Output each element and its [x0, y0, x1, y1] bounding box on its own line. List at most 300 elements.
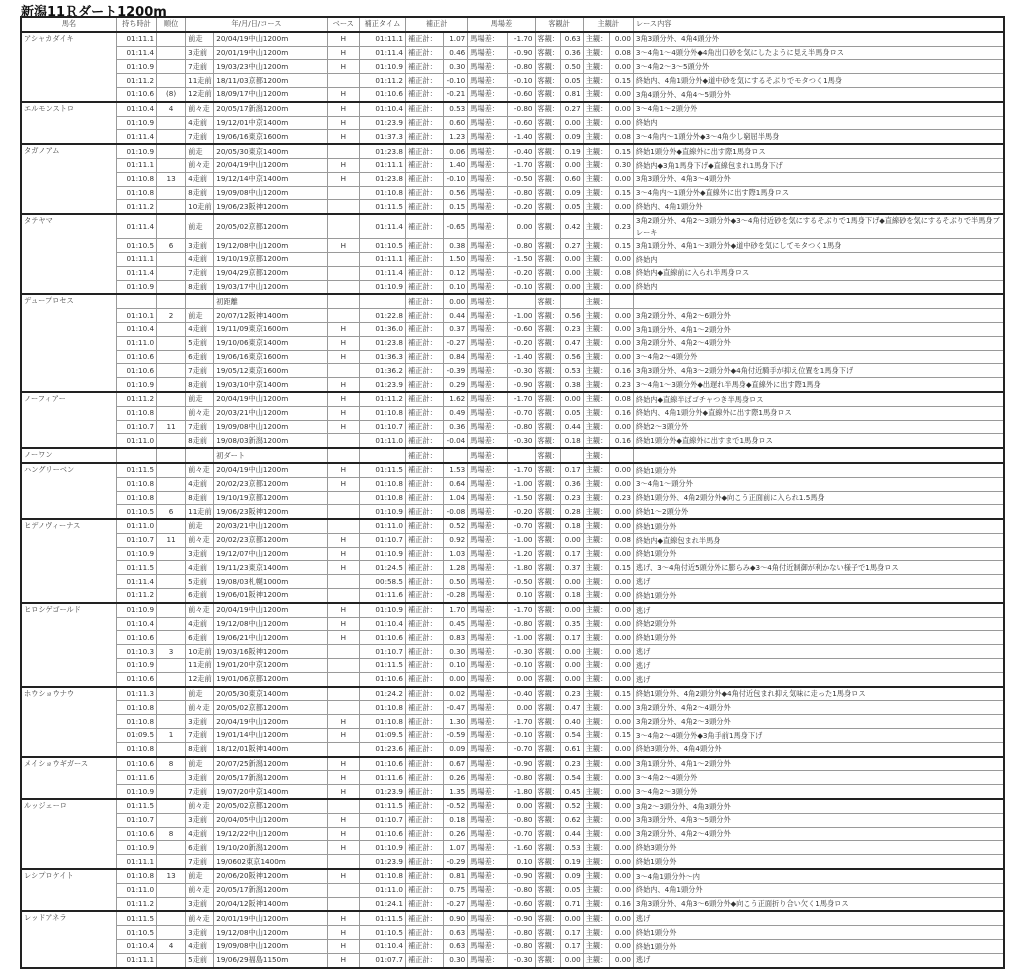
pace: [327, 280, 359, 294]
shukan-label: 主観：: [583, 60, 609, 74]
kyakkan-value: 0.23: [560, 491, 583, 505]
kyakkan-label: 客観：: [535, 186, 560, 200]
adjusted-time: 01:10.8: [359, 869, 405, 883]
race-description: 3角1頭分外、4角1～3頭分外◆道中砂を気にしてモタつく1馬身: [633, 239, 1004, 253]
baba-label: 馬場差：: [468, 280, 508, 294]
shukan-label: 主観：: [583, 926, 609, 940]
date-course: 19/03/17中山1200m: [214, 280, 327, 294]
kyakkan-value: 0.18: [560, 434, 583, 448]
kyakkan-value: 0.38: [560, 378, 583, 392]
shukan-label: 主観：: [583, 631, 609, 645]
shukan-value: 0.23: [609, 378, 633, 392]
shukan-value: 0.00: [609, 659, 633, 673]
table-row: [21, 336, 1004, 350]
finish-rank: [157, 672, 186, 686]
mochi-time: 01:11.2: [116, 74, 156, 88]
table-row: [21, 130, 1004, 144]
race-ago: 前走: [186, 214, 214, 239]
date-course: 初距離: [214, 294, 327, 308]
hosei-label: 補正計：: [406, 266, 444, 280]
hosei-value: [444, 448, 468, 463]
date-course: 20/04/19中山1200m: [214, 392, 327, 406]
baba-value: -0.70: [508, 827, 535, 841]
kyakkan-value: 0.36: [560, 46, 583, 60]
race-ago: 前々走: [186, 883, 214, 897]
hosei-label: 補正計：: [406, 463, 444, 477]
shukan-label: 主観：: [583, 336, 609, 350]
kyakkan-value: 0.18: [560, 519, 583, 533]
hosei-label: 補正計：: [406, 589, 444, 603]
race-description: [633, 294, 1004, 308]
race-description: 3角3頭分外、4角3～4頭分外: [633, 172, 1004, 186]
hosei-label: 補正計：: [406, 294, 444, 308]
hosei-label: 補正計：: [406, 533, 444, 547]
adjusted-time: 01:11.5: [359, 463, 405, 477]
table-row: [21, 953, 1004, 967]
table-row: [21, 940, 1004, 954]
shukan-value: 0.15: [609, 74, 633, 88]
table-row: [21, 392, 1004, 406]
baba-value: 0.00: [508, 214, 535, 239]
table-row: [21, 294, 1004, 308]
hosei-value: 1.03: [444, 547, 468, 561]
kyakkan-value: 0.17: [560, 463, 583, 477]
shukan-label: 主観：: [583, 214, 609, 239]
shukan-label: 主観：: [583, 280, 609, 294]
hosei-label: 補正計：: [406, 603, 444, 617]
hosei-label: 補正計：: [406, 214, 444, 239]
race-ago: 前走: [186, 687, 214, 701]
date-course: 19/12/01中京1400m: [214, 116, 327, 130]
baba-value: -1.70: [508, 603, 535, 617]
shukan-label: 主観：: [583, 378, 609, 392]
hosei-value: 1.30: [444, 715, 468, 729]
baba-label: 馬場差：: [468, 547, 508, 561]
shukan-label: 主観：: [583, 420, 609, 434]
hosei-value: -0.21: [444, 87, 468, 101]
kyakkan-label: 客観：: [535, 60, 560, 74]
shukan-value: 0.16: [609, 406, 633, 420]
kyakkan-value: 0.00: [560, 659, 583, 673]
shukan-label: 主観：: [583, 911, 609, 925]
kyakkan-label: 客観：: [535, 392, 560, 406]
hosei-label: 補正計：: [406, 144, 444, 158]
kyakkan-label: 客観：: [535, 294, 560, 308]
baba-label: 馬場差：: [468, 519, 508, 533]
date-course: 20/05/30東京1400m: [214, 144, 327, 158]
kyakkan-label: 客観：: [535, 102, 560, 116]
race-ago: 4走前: [186, 116, 214, 130]
baba-value: -0.90: [508, 869, 535, 883]
hosei-label: 補正計：: [406, 869, 444, 883]
finish-rank: [157, 701, 186, 715]
adjusted-time: 01:10.7: [359, 533, 405, 547]
shukan-value: 0.00: [609, 519, 633, 533]
baba-label: 馬場差：: [468, 715, 508, 729]
shukan-value: 0.00: [609, 715, 633, 729]
mochi-time: 01:10.1: [116, 309, 156, 323]
kyakkan-label: 客観：: [535, 715, 560, 729]
baba-label: 馬場差：: [468, 200, 508, 214]
table-row: [21, 406, 1004, 420]
date-course: 20/04/05中山1200m: [214, 813, 327, 827]
table-row: [21, 477, 1004, 491]
table-row: [21, 463, 1004, 477]
kyakkan-value: [560, 294, 583, 308]
race-ago: [186, 448, 214, 463]
shukan-label: 主観：: [583, 701, 609, 715]
kyakkan-value: 0.42: [560, 214, 583, 239]
adjusted-time: 01:11.4: [359, 266, 405, 280]
shukan-value: 0.00: [609, 953, 633, 967]
baba-value: -0.10: [508, 659, 535, 673]
shukan-value: 0.00: [609, 827, 633, 841]
table-row: [21, 448, 1004, 463]
kyakkan-label: 客観：: [535, 617, 560, 631]
kyakkan-label: 客観：: [535, 827, 560, 841]
hosei-label: 補正計：: [406, 130, 444, 144]
race-description: 逃げ: [633, 953, 1004, 967]
adjusted-time: 01:11.1: [359, 252, 405, 266]
adjusted-time: 01:11.5: [359, 911, 405, 925]
date-course: 19/11/23東京1400m: [214, 561, 327, 575]
pace: H: [327, 911, 359, 925]
baba-label: 馬場差：: [468, 953, 508, 967]
pace: [327, 659, 359, 673]
mochi-time: 01:10.9: [116, 659, 156, 673]
adjusted-time: 01:10.7: [359, 645, 405, 659]
shukan-label: 主観：: [583, 617, 609, 631]
baba-value: -1.00: [508, 533, 535, 547]
race-ago: 前走: [186, 309, 214, 323]
race-ago: 4走前: [186, 477, 214, 491]
shukan-label: 主観：: [583, 116, 609, 130]
hosei-value: -0.28: [444, 589, 468, 603]
kyakkan-label: 客観：: [535, 87, 560, 101]
finish-rank: 6: [157, 505, 186, 519]
kyakkan-label: 客観：: [535, 940, 560, 954]
date-course: 19/06/16東京1600m: [214, 350, 327, 364]
baba-value: -0.80: [508, 771, 535, 785]
baba-value: -0.90: [508, 378, 535, 392]
race-ago: 3走前: [186, 813, 214, 827]
date-course: 19/11/09東京1600m: [214, 322, 327, 336]
shukan-label: 主観：: [583, 350, 609, 364]
finish-rank: [157, 463, 186, 477]
table-row: [21, 46, 1004, 60]
baba-label: 馬場差：: [468, 60, 508, 74]
finish-rank: [157, 785, 186, 799]
date-course: 19/08/03札幌1000m: [214, 575, 327, 589]
race-ago: 10走前: [186, 645, 214, 659]
date-course: 19/03/10中京1400m: [214, 378, 327, 392]
shukan-label: 主観：: [583, 364, 609, 378]
table-row: [21, 102, 1004, 116]
baba-label: 馬場差：: [468, 392, 508, 406]
hosei-value: 0.53: [444, 102, 468, 116]
hosei-label: 補正計：: [406, 491, 444, 505]
kyakkan-value: 0.00: [560, 672, 583, 686]
race-ago: 7走前: [186, 60, 214, 74]
mochi-time: 01:10.6: [116, 364, 156, 378]
hosei-value: 1.40: [444, 158, 468, 172]
finish-rank: 11: [157, 533, 186, 547]
table-row: [21, 687, 1004, 701]
table-row: [21, 645, 1004, 659]
pace: H: [327, 869, 359, 883]
baba-value: -0.50: [508, 575, 535, 589]
mochi-time: 01:10.8: [116, 869, 156, 883]
shukan-label: 主観：: [583, 883, 609, 897]
hosei-value: 0.75: [444, 883, 468, 897]
race-description: 終始内◆3角1馬身下げ◆直線包まれ1馬身下げ: [633, 158, 1004, 172]
horse-name: ノーフィアー: [21, 392, 116, 448]
baba-value: 0.00: [508, 799, 535, 813]
pace: [327, 897, 359, 911]
race-ago: 6走前: [186, 350, 214, 364]
race-ago: 4走前: [186, 172, 214, 186]
adjusted-time: 01:09.5: [359, 729, 405, 743]
baba-label: 馬場差：: [468, 869, 508, 883]
finish-rank: 11: [157, 420, 186, 434]
hosei-value: 0.15: [444, 200, 468, 214]
race-ago: 12走前: [186, 672, 214, 686]
adjusted-time: 01:11.1: [359, 32, 405, 46]
race-description: 終始1頭分外、4角2頭分外◆4角付近包まれ抑え気味に走った1馬身ロス: [633, 687, 1004, 701]
hosei-label: 補正計：: [406, 448, 444, 463]
race-ago: 3走前: [186, 926, 214, 940]
table-row: [21, 575, 1004, 589]
shukan-label: 主観：: [583, 491, 609, 505]
adjusted-time: 01:10.5: [359, 239, 405, 253]
adjusted-time: 01:10.8: [359, 715, 405, 729]
date-course: 19/12/14中京1400m: [214, 172, 327, 186]
kyakkan-label: 客観：: [535, 364, 560, 378]
race-description: 終始内◆直線半ばゴチャつき半馬身ロス: [633, 392, 1004, 406]
table-row: [21, 785, 1004, 799]
hosei-value: 0.10: [444, 280, 468, 294]
date-course: 19/12/08中山1200m: [214, 239, 327, 253]
race-description: 3～4角1頭分外～内: [633, 869, 1004, 883]
race-description: 3角1頭分外、4角1～2頭分外: [633, 322, 1004, 336]
shukan-value: 0.00: [609, 463, 633, 477]
shukan-value: 0.00: [609, 617, 633, 631]
finish-rank: 13: [157, 172, 186, 186]
baba-label: 馬場差：: [468, 364, 508, 378]
adjusted-time: 01:23.9: [359, 378, 405, 392]
table-row: [21, 350, 1004, 364]
hosei-label: 補正計：: [406, 87, 444, 101]
race-description: 3～4角1～4頭分外◆4角出口砂を気にしたように見え半馬身ロス: [633, 46, 1004, 60]
header-rank: 順位: [157, 17, 186, 32]
table-row: [21, 186, 1004, 200]
kyakkan-label: 客観：: [535, 420, 560, 434]
hosei-value: 0.44: [444, 309, 468, 323]
shukan-value: 0.00: [609, 32, 633, 46]
finish-rank: [157, 294, 186, 308]
shukan-label: 主観：: [583, 813, 609, 827]
date-course: 18/09/17中山1200m: [214, 87, 327, 101]
finish-rank: [157, 687, 186, 701]
race-description: 逃げ: [633, 603, 1004, 617]
hosei-label: 補正計：: [406, 841, 444, 855]
race-description: 終始1頭分外: [633, 631, 1004, 645]
kyakkan-value: 0.53: [560, 364, 583, 378]
pace: H: [327, 158, 359, 172]
kyakkan-label: 客観：: [535, 266, 560, 280]
baba-label: 馬場差：: [468, 813, 508, 827]
mochi-time: [116, 294, 156, 308]
date-course: 20/05/17新潟1200m: [214, 771, 327, 785]
hosei-label: 補正計：: [406, 771, 444, 785]
hosei-value: 0.38: [444, 239, 468, 253]
pace: H: [327, 87, 359, 101]
kyakkan-label: 客観：: [535, 631, 560, 645]
shukan-value: 0.00: [609, 336, 633, 350]
table-row: [21, 491, 1004, 505]
baba-label: 馬場差：: [468, 659, 508, 673]
baba-label: 馬場差：: [468, 701, 508, 715]
pace: [327, 200, 359, 214]
adjusted-time: 01:36.2: [359, 364, 405, 378]
hosei-value: 0.64: [444, 477, 468, 491]
date-course: 19/06/01阪神1200m: [214, 589, 327, 603]
header-name: 馬名: [21, 17, 116, 32]
shukan-value: 0.00: [609, 813, 633, 827]
baba-label: 馬場差：: [468, 336, 508, 350]
adjusted-time: 01:11.1: [359, 158, 405, 172]
header-pace: ベース: [327, 17, 359, 32]
race-description: 3～4角内～1頭分外◆直線外に出す際1馬身ロス: [633, 186, 1004, 200]
pace: [327, 505, 359, 519]
race-ago: 前々走: [186, 799, 214, 813]
table-row: [21, 589, 1004, 603]
date-course: 20/05/02京都1200m: [214, 799, 327, 813]
race-description: 3角2頭分外、4角2～3頭分外: [633, 715, 1004, 729]
baba-label: 馬場差：: [468, 561, 508, 575]
pace: [327, 701, 359, 715]
table-row: [21, 239, 1004, 253]
race-description: 逃げ: [633, 575, 1004, 589]
shukan-value: 0.15: [609, 144, 633, 158]
shukan-label: 主観：: [583, 463, 609, 477]
adjusted-time: 01:10.4: [359, 940, 405, 954]
kyakkan-value: 0.37: [560, 561, 583, 575]
pace: [327, 589, 359, 603]
baba-value: -1.00: [508, 631, 535, 645]
shukan-label: 主観：: [583, 158, 609, 172]
shukan-label: 主観：: [583, 32, 609, 46]
date-course: 19/06/21中山1200m: [214, 631, 327, 645]
baba-value: -0.60: [508, 322, 535, 336]
adjusted-time: 01:36.3: [359, 350, 405, 364]
hosei-label: 補正計：: [406, 813, 444, 827]
adjusted-time: 01:11.2: [359, 74, 405, 88]
shukan-label: 主観：: [583, 841, 609, 855]
table-row: [21, 926, 1004, 940]
horse-name: ノーワン: [21, 448, 116, 463]
hosei-label: 補正計：: [406, 799, 444, 813]
pace: [327, 294, 359, 308]
hosei-value: 0.46: [444, 46, 468, 60]
shukan-label: 主観：: [583, 46, 609, 60]
mochi-time: 01:11.0: [116, 434, 156, 448]
race-description: 終始1頭分外: [633, 547, 1004, 561]
baba-label: 馬場差：: [468, 294, 508, 308]
adjusted-time: 01:11.6: [359, 771, 405, 785]
kyakkan-value: 0.00: [560, 911, 583, 925]
baba-value: -1.00: [508, 477, 535, 491]
adjusted-time: 01:10.9: [359, 603, 405, 617]
baba-label: 馬場差：: [468, 448, 508, 463]
horse-name: ヒロシゲゴールド: [21, 603, 116, 687]
hosei-label: 補正計：: [406, 926, 444, 940]
baba-label: 馬場差：: [468, 266, 508, 280]
mochi-time: 01:10.8: [116, 406, 156, 420]
kyakkan-label: 客観：: [535, 701, 560, 715]
shukan-label: 主観：: [583, 144, 609, 158]
shukan-value: 0.00: [609, 547, 633, 561]
hosei-label: 補正計：: [406, 406, 444, 420]
sheet-title: 新潟11Ｒダート1200m: [21, 5, 167, 20]
adjusted-time: 01:11.2: [359, 392, 405, 406]
race-description: 3～4角2～4頭分外: [633, 350, 1004, 364]
kyakkan-value: 0.35: [560, 617, 583, 631]
finish-rank: [157, 575, 186, 589]
adjusted-time: 01:23.8: [359, 172, 405, 186]
date-course: 19/06/29福島1150m: [214, 953, 327, 967]
shukan-value: 0.00: [609, 869, 633, 883]
race-description: 終始3頭分外: [633, 841, 1004, 855]
race-ago: 10走前: [186, 200, 214, 214]
baba-label: 馬場差：: [468, 144, 508, 158]
kyakkan-value: 0.63: [560, 32, 583, 46]
table-row: [21, 434, 1004, 448]
baba-value: 0.10: [508, 855, 535, 869]
kyakkan-label: 客観：: [535, 158, 560, 172]
date-course: 19/09/08中山1200m: [214, 186, 327, 200]
shukan-value: 0.00: [609, 926, 633, 940]
kyakkan-label: 客観：: [535, 883, 560, 897]
hosei-value: 0.26: [444, 771, 468, 785]
adjusted-time: 01:36.0: [359, 322, 405, 336]
shukan-label: 主観：: [583, 448, 609, 463]
shukan-value: 0.00: [609, 280, 633, 294]
hosei-value: 1.28: [444, 561, 468, 575]
kyakkan-label: 客観：: [535, 575, 560, 589]
shukan-value: 0.00: [609, 102, 633, 116]
race-ago: 3走前: [186, 46, 214, 60]
table-row: [21, 603, 1004, 617]
table-row: [21, 519, 1004, 533]
hosei-label: 補正計：: [406, 505, 444, 519]
hosei-label: 補正計：: [406, 672, 444, 686]
race-description: 3角2頭分外、4角2～3頭分外◆3～4角付近砂を気にするそぶりで1馬身下げ◆直線砂を気にするそぶりで半馬身ブレーキ: [633, 214, 1004, 239]
header-mochi: 持ち時計: [116, 17, 156, 32]
kyakkan-value: 0.56: [560, 350, 583, 364]
baba-label: 馬場差：: [468, 575, 508, 589]
finish-rank: 3: [157, 645, 186, 659]
kyakkan-label: 客観：: [535, 214, 560, 239]
hosei-label: 補正計：: [406, 434, 444, 448]
baba-value: -0.90: [508, 911, 535, 925]
date-course: 20/05/02京都1200m: [214, 214, 327, 239]
hosei-value: 1.04: [444, 491, 468, 505]
kyakkan-value: 0.71: [560, 897, 583, 911]
baba-label: 馬場差：: [468, 645, 508, 659]
hosei-value: -0.27: [444, 336, 468, 350]
hosei-label: 補正計：: [406, 420, 444, 434]
